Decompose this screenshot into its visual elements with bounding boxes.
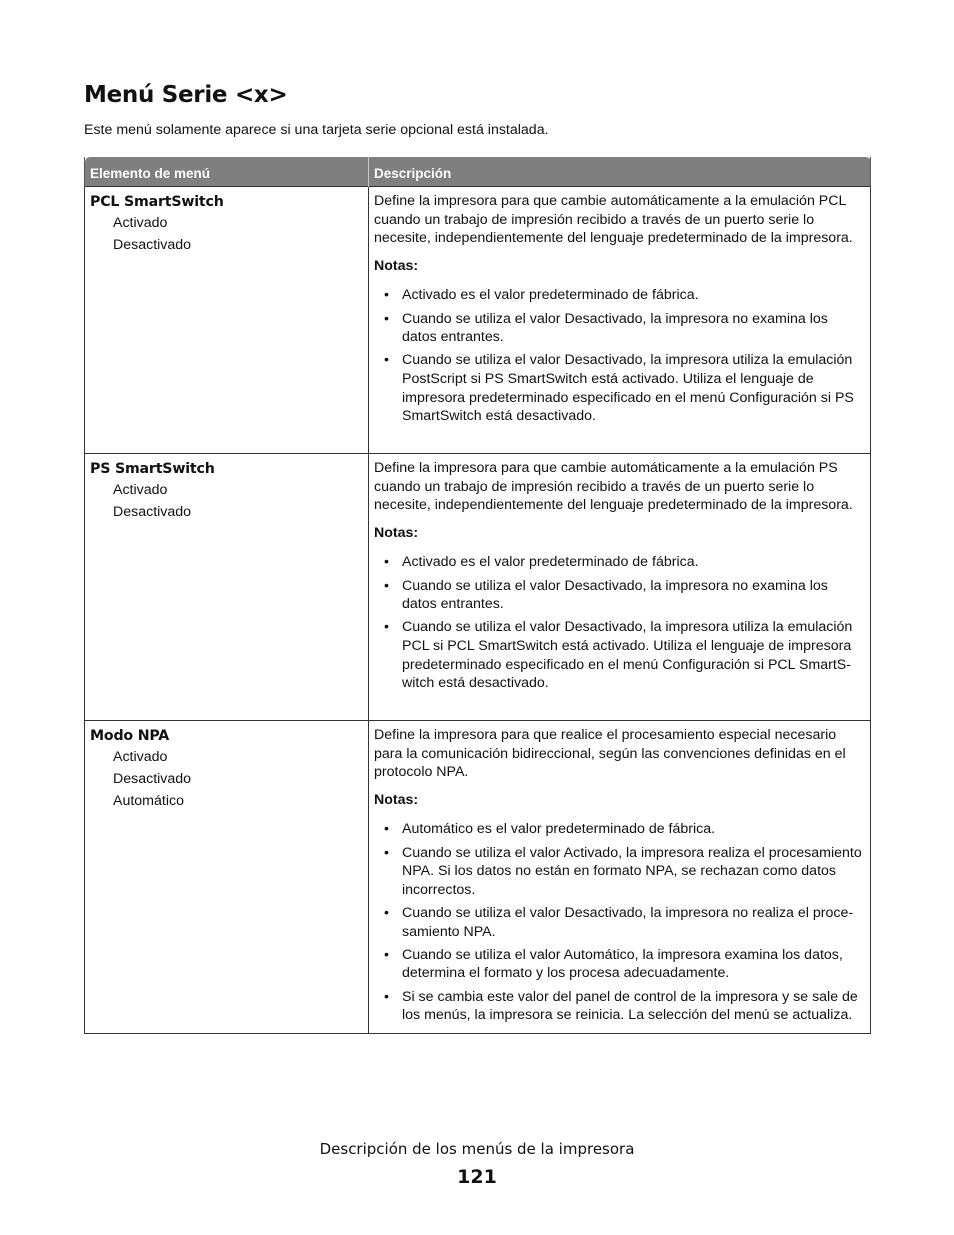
menu-item-cell xyxy=(85,187,369,454)
description-text: Define la impresora para que cambie automáticamente a la emulación PCL cuando un trabajo de impresión recibido a través de un puerto serie lo necesite, independientemente del lenguaje predeterminado de la impresora. xyxy=(374,193,853,247)
header-menu-item: Elemento de menú xyxy=(85,157,369,187)
notes-label: Notas: xyxy=(374,791,419,808)
table-row xyxy=(85,721,871,1034)
table-header-row xyxy=(85,157,871,187)
menu-option: Activado xyxy=(113,214,168,231)
menu-option: Desactivado xyxy=(113,770,192,787)
footer-section-title: Descripción de los menús de la impresora xyxy=(319,1140,635,1158)
notes-list xyxy=(373,553,866,692)
note-item: • Cuando se utiliza el valor Automático, la impresora examina los datos, determina el formato y los procesa adecuadamente. xyxy=(373,946,866,983)
menu-item-name: Modo NPA xyxy=(90,728,170,744)
table-row xyxy=(85,187,871,454)
menu-option: Automático xyxy=(113,792,184,809)
description-text: Define la impresora para que realice el procesamiento especial necesario para la comunicación bidireccional, según las convenciones definidas en el protocolo NPA. xyxy=(374,727,846,781)
notes-label: Notas: xyxy=(374,257,419,274)
menu-item-cell xyxy=(85,721,369,1034)
note-item: • Cuando se utiliza el valor Desactivado, la impresora no examina los datos entrantes. xyxy=(373,577,866,614)
note-item: • Activado es el valor predeterminado de fábrica. xyxy=(373,286,866,305)
page-number: 121 xyxy=(457,1166,497,1188)
note-item: • Automático es el valor predeterminado de fábrica. xyxy=(373,820,866,839)
menu-option: Activado xyxy=(113,748,168,765)
intro-text: Este menú solamente aparece si una tarjeta serie opcional está instalada. xyxy=(84,122,549,138)
description-text: Define la impresora para que cambie automáticamente a la emulación PS cuando un trabajo de impresión recibido a través de un puerto serie lo necesite, independientemente del lenguaje predeterminado de la impresora. xyxy=(374,460,853,514)
note-item: • Cuando se utiliza el valor Activado, la impresora realiza el procesamiento NPA. Si los datos no están en formato NPA, se rechazan como datos incorrectos. xyxy=(373,844,866,900)
menu-option: Desactivado xyxy=(113,236,192,253)
menu-item-name: PCL SmartSwitch xyxy=(90,194,224,210)
note-item: • Cuando se utiliza el valor Desactivado, la impresora no realiza el proce- samiento NPA. xyxy=(373,904,866,941)
menu-option: Activado xyxy=(113,481,168,498)
page-title: Menú Serie <x> xyxy=(84,82,288,108)
header-description: Descripción xyxy=(369,157,871,187)
menu-option: Desactivado xyxy=(113,503,192,520)
note-item: • Si se cambia este valor del panel de control de la impresora y se sale de los menús, la impresora se reinicia. La selección del menú se actualiza. xyxy=(373,988,866,1025)
notes-list xyxy=(373,820,866,1024)
note-item: • Cuando se utiliza el valor Desactivado, la impresora utiliza la emulación PostScript si PS SmartSwitch está activado. Utiliza el lenguaje de impresora predeterminado especificado en el menú Configuración si PS SmartSwitch está desactivado. xyxy=(373,351,866,425)
menu-item-name: PS SmartSwitch xyxy=(90,461,215,477)
table-row xyxy=(85,454,871,721)
note-item: • Activado es el valor predeterminado de fábrica. xyxy=(373,553,866,572)
notes-list xyxy=(373,286,866,425)
note-item: • Cuando se utiliza el valor Desactivado, la impresora no examina los datos entrantes. xyxy=(373,310,866,347)
menu-table xyxy=(84,157,871,1034)
note-item: • Cuando se utiliza el valor Desactivado, la impresora utiliza la emulación PCL si PCL SmartSwitch está activado. Utiliza el lenguaje de impresora predeterminado especificado en el menú Configuración si PCL SmartS- witch está desactivado. xyxy=(373,618,866,692)
description-cell xyxy=(369,454,871,721)
notes-label: Notas: xyxy=(374,524,419,541)
description-cell xyxy=(369,721,871,1034)
menu-table-container xyxy=(84,157,870,1034)
menu-item-cell xyxy=(85,454,369,721)
description-cell xyxy=(369,187,871,454)
